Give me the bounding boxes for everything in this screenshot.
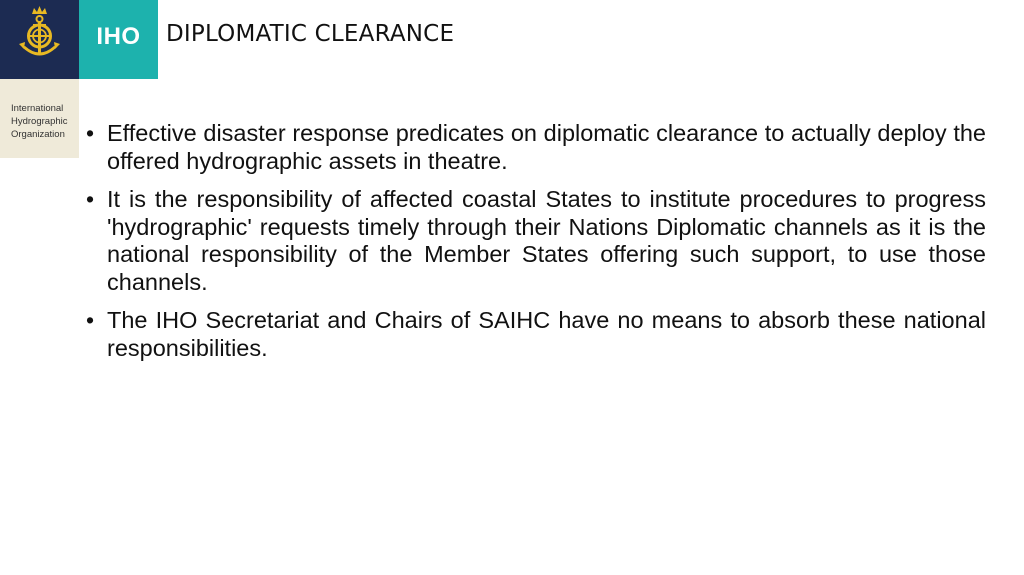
bullet-item bbox=[86, 120, 986, 175]
logo-emblem bbox=[0, 0, 79, 79]
bullet-item bbox=[86, 307, 986, 362]
bullet-marker: • bbox=[86, 307, 95, 333]
iho-abbreviation: IHO bbox=[96, 23, 141, 50]
bullet-text: The IHO Secretariat and Chairs of SAIHC have no means to absorb these national responsibilities. bbox=[107, 307, 986, 361]
bullet-text: It is the responsibility of affected coastal States to institute procedures to progress 'hydrographic' requests timely through their Nations Diplomatic channels as it is the national responsibility of the Member States offering such support, to use those channels. bbox=[107, 186, 986, 295]
org-name-line-3: Organization bbox=[11, 129, 65, 140]
bullet-marker: • bbox=[86, 120, 95, 146]
bullet-text: Effective disaster response predicates on diplomatic clearance to actually deploy the offered hydrographic assets in theatre. bbox=[107, 120, 986, 174]
bullet-list bbox=[86, 120, 986, 373]
anchor-emblem-icon bbox=[0, 0, 79, 79]
org-name-line-1: International bbox=[11, 103, 64, 114]
bullet-item bbox=[86, 186, 986, 296]
slide-title: DIPLOMATIC CLEARANCE bbox=[166, 21, 455, 47]
org-name-line-2: Hydrographic bbox=[11, 116, 68, 127]
org-name-block bbox=[0, 79, 79, 158]
bullet-marker: • bbox=[86, 186, 95, 212]
iho-logo-block bbox=[79, 0, 158, 79]
